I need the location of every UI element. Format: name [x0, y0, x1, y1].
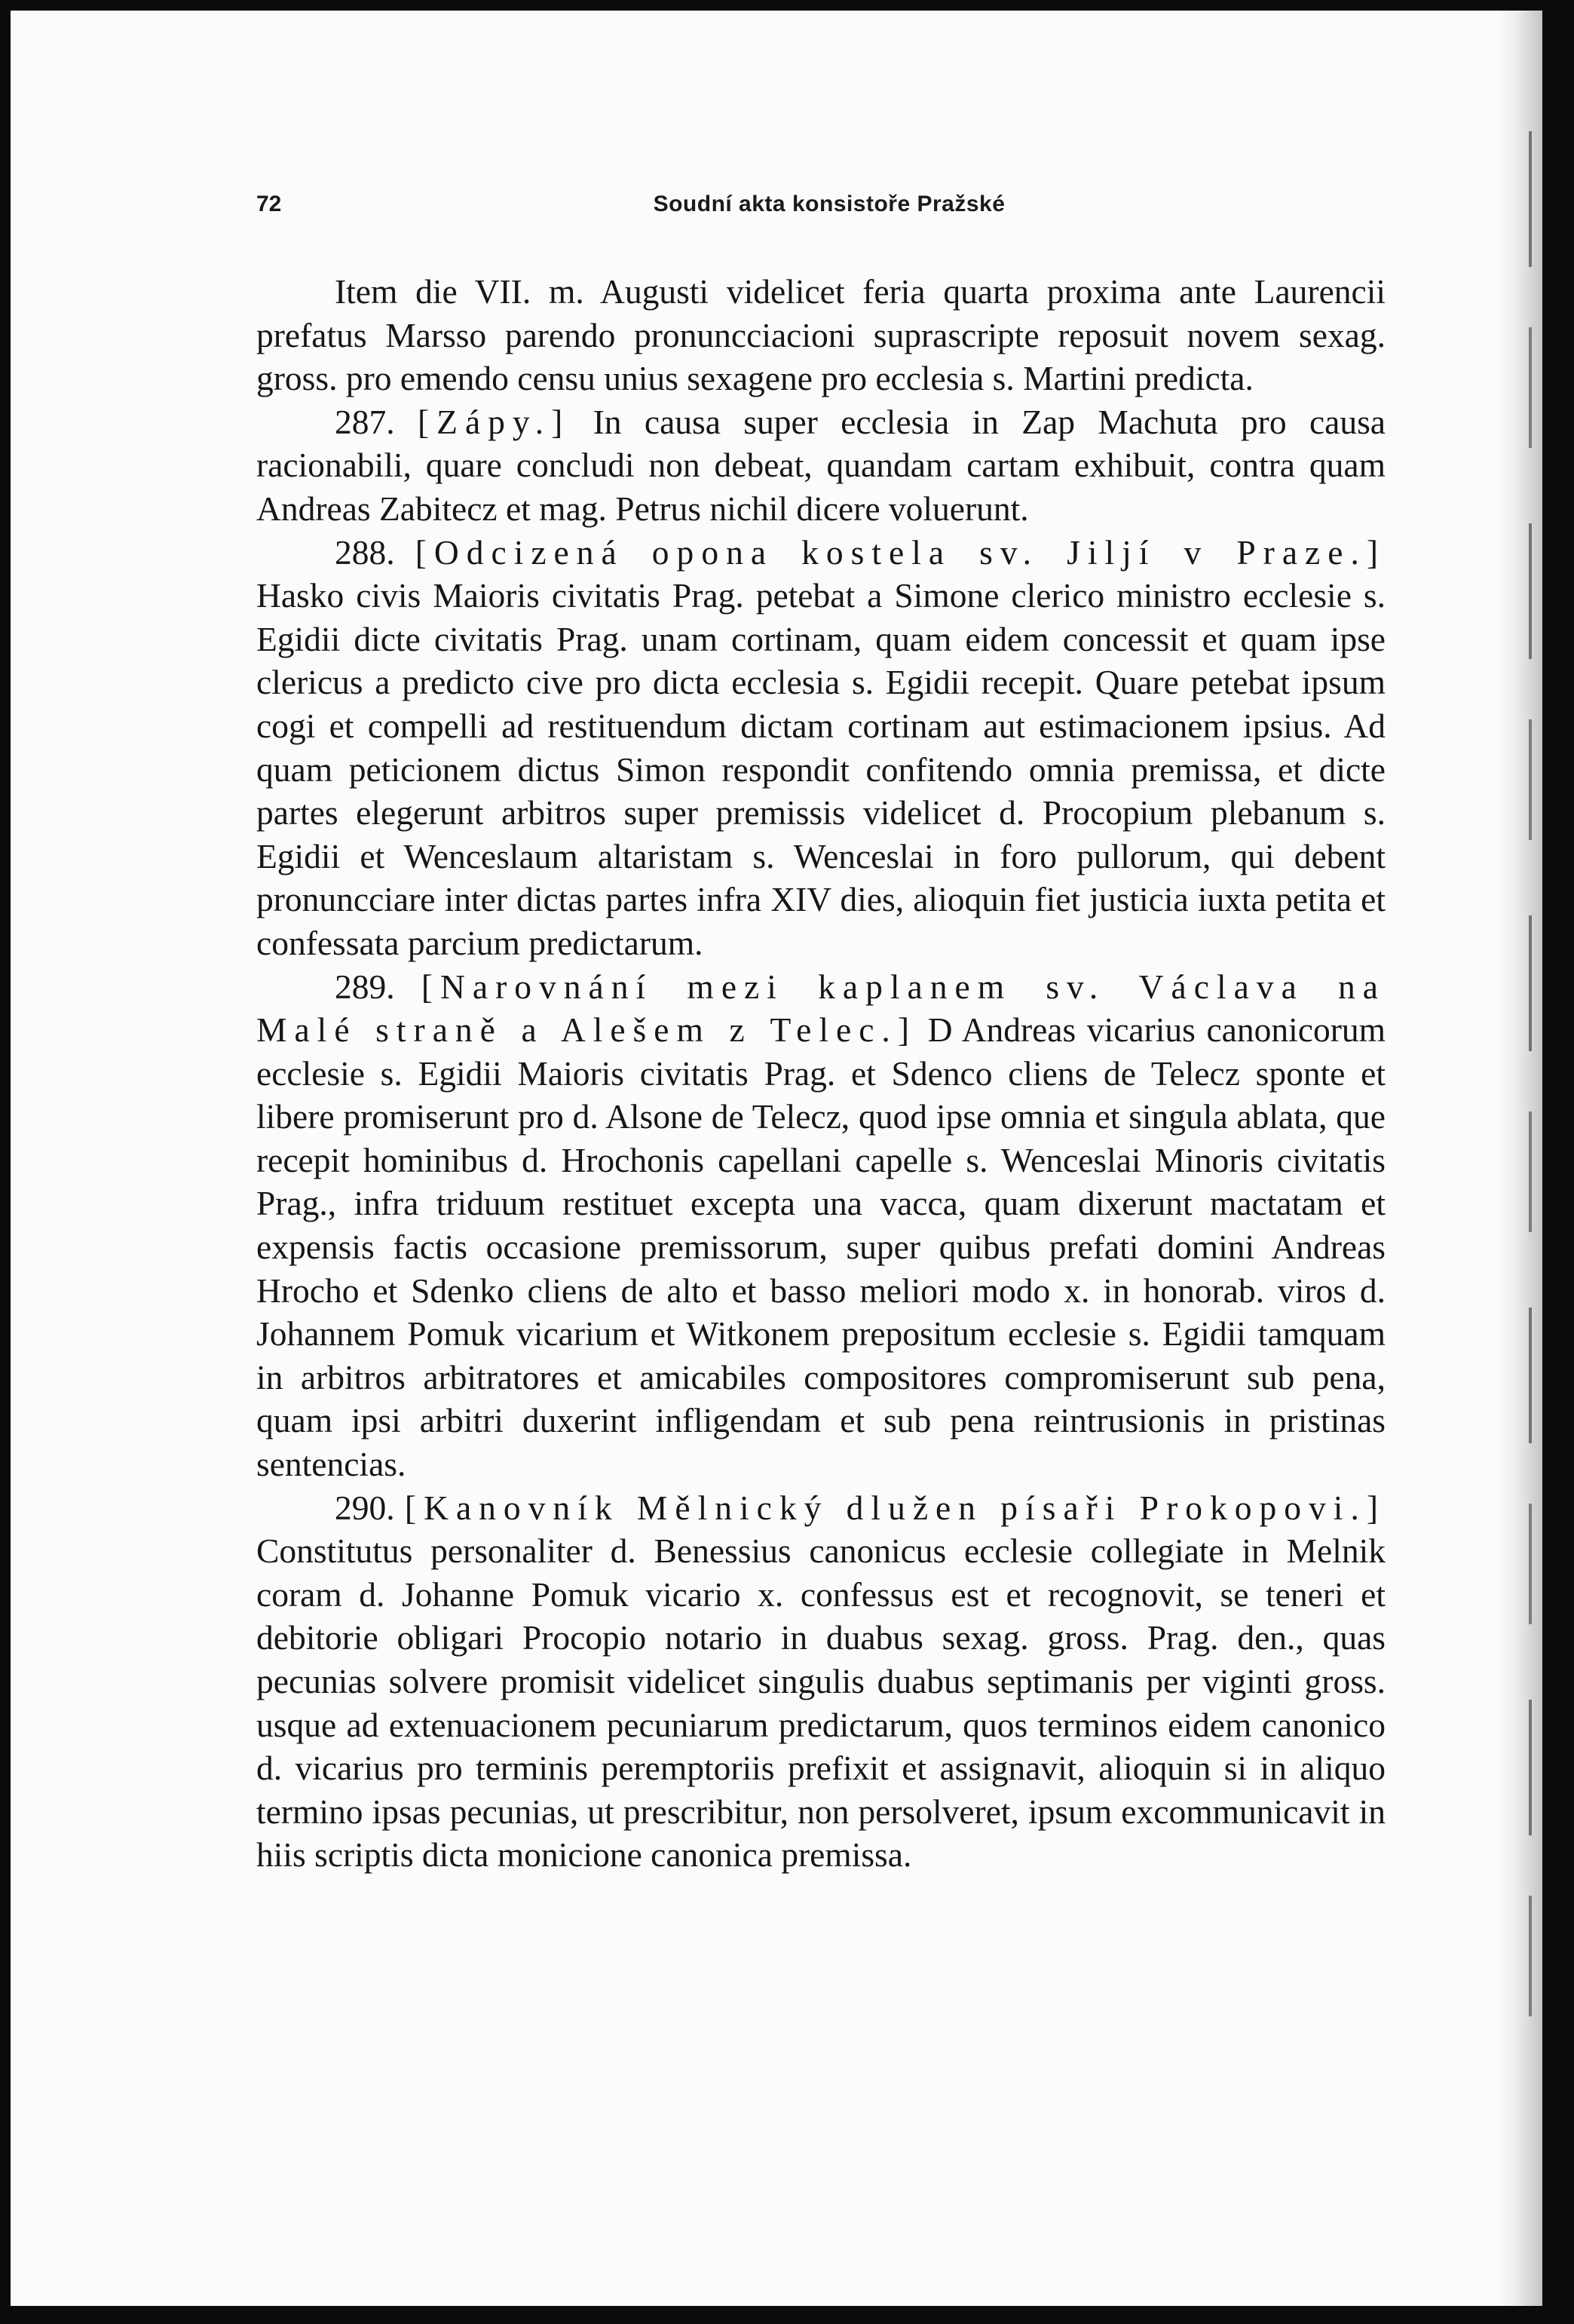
entry-number: 288. — [335, 532, 395, 572]
entry-289 — [256, 965, 1386, 1486]
document-body — [256, 270, 1386, 1877]
scanned-page — [11, 11, 1542, 2306]
entry-text: In causa super ecclesia in Zap Machuta pro causa racionabili, quare concludi non debeat, quandam cartam exhibuit, contra quam Andreas Zabitecz et mag. Petrus nichil dicere voluerunt. — [256, 402, 1386, 528]
page-header — [256, 184, 1402, 229]
running-title: Soudní akta konsistoře Pražské — [653, 192, 1006, 216]
paragraph-intro — [256, 270, 1386, 400]
page-number: 72 — [256, 192, 282, 216]
entry-text: D Andreas vicarius canonicorum ecclesie s. Egidii Maioris civitatis Prag. et Sdenco cliens de Telecz sponte et libere promiserunt pro d. Alsone de Telecz, quod ipse omnia et singula ablata, que recepit hominibus d. Hrochonis capellani capelle s. Wenceslai Minoris civitatis Prag., infra triduum restituet excepta una vacca, quam dixerunt mactatam et expensis factis occasione premissorum, super quibus prefati domini Andreas Hrocho et Sdenko cliens de alto et basso meliori modo x. in honorab. viros d. Johannem Pomuk vicarium et Witkonem prepositum ecclesie s. Egidii tamquam in arbitros arbitratores et amicabiles compositores compromiserunt sub pena, quam ipsi arbitri duxerint infligendam et sub pena reintrusionis in pristinas sentencias. — [256, 1010, 1386, 1484]
entry-number: 290. — [335, 1488, 395, 1527]
binding-edge — [1529, 131, 1532, 2092]
entry-title: [Kanovník Mělnický dlužen písaři Prokopovi.] — [404, 1488, 1386, 1527]
entry-text: Constitutus personaliter d. Benessius canonicus ecclesie collegiate in Melnik coram d. Johanne Pomuk vicario x. confessus est et recognovit, se teneri et debitorie obligari Procopio notario in duabus sexag. gross. Prag. den., quas pecunias solvere promisit videlicet singulis duabus septimanis per viginti gross. usque ad extenuacionem pecuniarum predictarum, quos terminos eidem canonico d. vicarius pro terminis peremptoriis prefixit et assignavit, alioquin si in aliquo termino ipsas pecunias, ut prescribitur, non persolveret, ipsum excommunicavit in hiis scriptis dicta monicione canonica premissa. — [256, 1531, 1386, 1875]
paragraph-text: Item die VII. m. Augusti videlicet feria quarta proxima ante Laurencii prefatus Marsso parendo pronuncciacioni suprascripte reposuit novem sexag. gross. pro emendo censu unius sexagene pro ecclesia s. Martini predicta. — [256, 272, 1386, 398]
entry-288 — [256, 531, 1386, 965]
entry-number: 287. — [335, 402, 395, 441]
entry-title: [Odcizená opona kostela sv. Jiljí v Praze.] — [415, 532, 1386, 572]
entry-number: 289. — [335, 967, 395, 1006]
book-spine-shadow — [1497, 11, 1542, 2306]
entry-title: [Narovnání mezi kaplanem sv. Václava na Malé straně a Alešem z Telec.] — [256, 967, 1386, 1050]
entry-title: [Zápy.] — [417, 402, 571, 441]
entry-text: Hasko civis Maioris civitatis Prag. petebat a Simone clerico ministro ecclesie s. Egidii dicte civitatis Prag. unam cortinam, quam eidem concessit et quam ipse clericus a predicto cive pro dicta ecclesia s. Egidii recepit. Quare petebat ipsum cogi et compelli ad restituendum dictam cortinam aut estimacionem ipsius. Ad quam peticionem dictus Simon respondit confitendo omnia premissa, et dicte partes elegerunt arbitros super premissis videlicet d. Procopium plebanum s. Egidii et Wenceslaum altaristam s. Wenceslai in foro pullorum, qui debent pronuncciare inter dictas partes infra XIV dies, alioquin fiet justicia iuxta petita et confessata parcium predictarum. — [256, 576, 1386, 962]
entry-287 — [256, 400, 1386, 531]
entry-290 — [256, 1486, 1386, 1877]
